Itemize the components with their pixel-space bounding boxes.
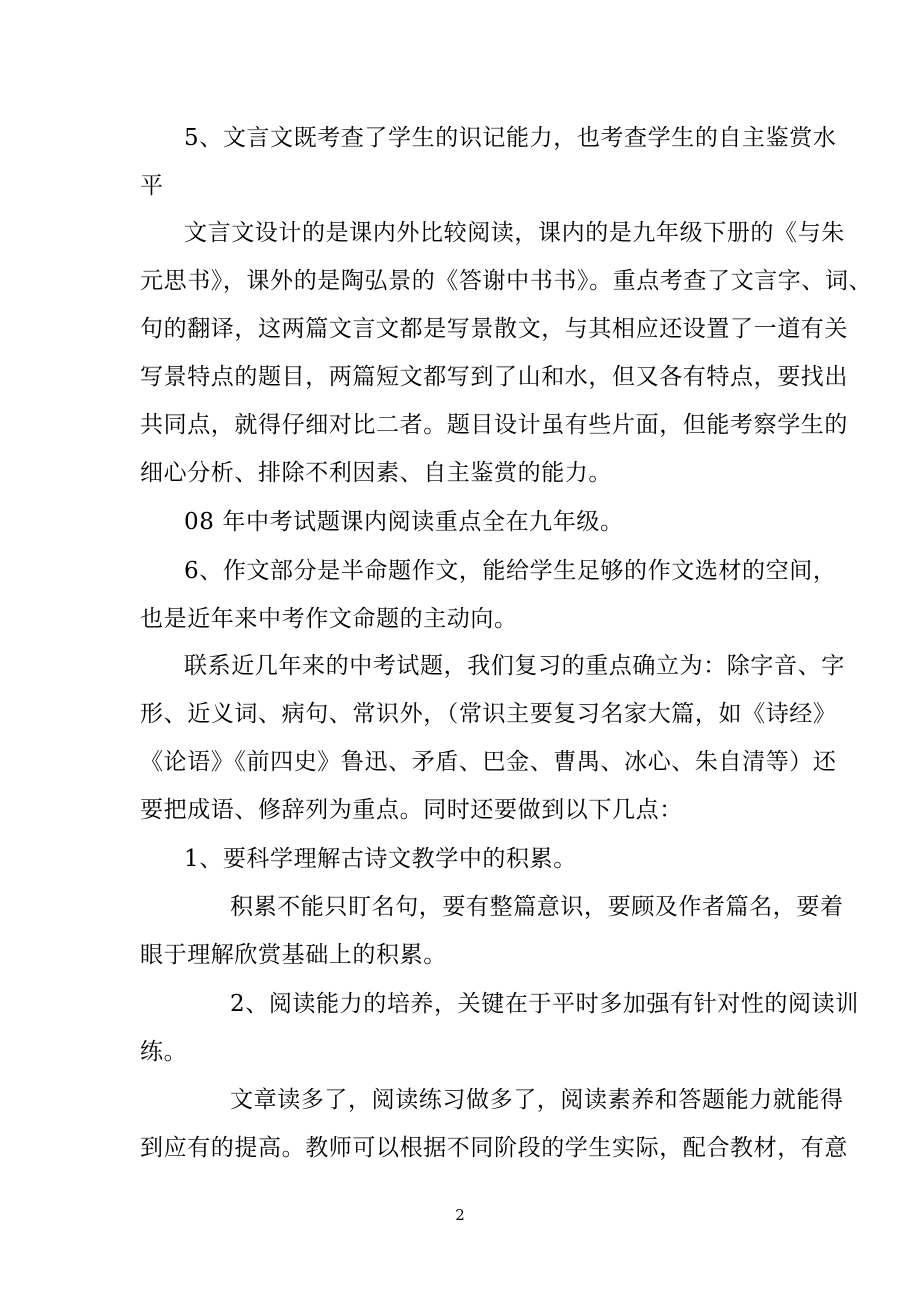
text-line: 细心分析、排除不利因素、自主鉴赏的能力。 <box>140 460 612 486</box>
text-line: 联系近几年来的中考试题，我们复习的重点确立为：除字音、字 <box>184 653 845 679</box>
text-line: 积累不能只盯名句，要有整篇意识，要顾及作者篇名，要着 <box>230 894 844 920</box>
text-line: 1、要科学理解古诗文教学中的积累。 <box>184 846 577 872</box>
page-number: 2 <box>455 1206 465 1224</box>
text-line: 6、作文部分是半命题作文，能给学生足够的作文选材的空间， <box>184 558 837 584</box>
text-line: 元思书》，课外的是陶弘景的《答谢中书书》。重点考查了文言字、词、 <box>140 268 873 294</box>
text-line: 文言文设计的是课内外比较阅读，课内的是九年级下册的《与朱 <box>184 220 845 246</box>
text-line: 共同点，就得仔细对比二者。题目设计虽有些片面，但能考察学生的 <box>140 412 848 438</box>
text-line: 练。 <box>140 1039 188 1065</box>
text-line: 到应有的提高。教师可以根据不同阶段的学生实际，配合教材，有意 <box>140 1135 848 1161</box>
text-line: 也是近年来中考作文命题的主动向。 <box>140 606 518 632</box>
text-line: 眼于理解欣赏基础上的积累。 <box>140 942 447 968</box>
text-line: 写景特点的题目，两篇短文都写到了山和水，但又各有特点，要找出 <box>140 364 848 390</box>
text-line: 《论语》《前四史》鲁迅、矛盾、巴金、曹禺、冰心、朱自清等）还 <box>140 749 837 775</box>
text-line: 形、近义词、病句、常识外，（常识主要复习名家大篇，如《诗经》 <box>140 701 837 727</box>
text-line: 2、阅读能力的培养，关键在于平时多加强有针对性的阅读训 <box>230 991 859 1017</box>
text-line: 5、文言文既考查了学生的识记能力，也考查学生的自主鉴赏水 <box>184 125 837 151</box>
text-line: 平 <box>140 173 164 199</box>
text-line: 08 年中考试题课内阅读重点全在九年级。 <box>184 509 624 535</box>
text-line: 要把成语、修辞列为重点。同时还要做到以下几点： <box>140 797 683 823</box>
text-line: 句的翻译，这两篇文言文都是写景散文，与其相应还设置了一道有关 <box>140 316 848 342</box>
text-line: 文章读多了，阅读练习做多了，阅读素养和答题能力就能得 <box>230 1087 844 1113</box>
